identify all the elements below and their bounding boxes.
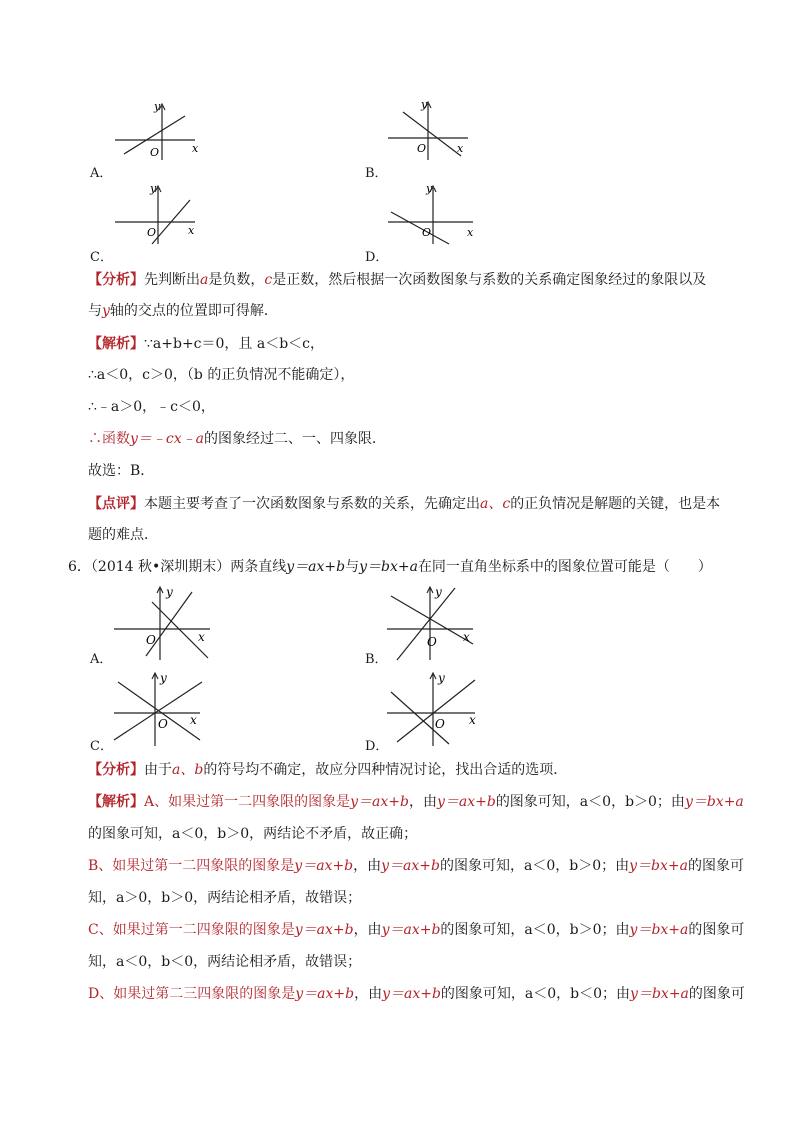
q6-stem: 6．（2014 秋•深圳期末）两条直线y＝ax+b与y＝bx+a在同一直角坐标系中的图象位置可能是（ ） xyxy=(68,559,712,575)
q6-option-a[interactable]: A． xyxy=(90,652,113,667)
q5-solution-line5: 故选：B． xyxy=(88,463,155,479)
q5-comment-line2: 题的难点． xyxy=(88,527,158,543)
origin-label: O xyxy=(158,717,168,731)
q5-graph-a xyxy=(110,98,210,162)
q6-solution-d-line1: D、如果过第二三四象限的图象是y＝ax+b，由y＝ax+b的图象可知，a＜0，b＜0；由y＝bx+a的图象可 xyxy=(88,986,745,1002)
q6-solution-b-line1: B、如果过第一二四象限的图象是y＝ax+b，由y＝ax+b的图象可知，a＜0，b＞0；由y＝bx+a的图象可 xyxy=(88,858,744,874)
axis-x-label: x xyxy=(467,226,474,239)
origin-label: O xyxy=(150,146,160,159)
axis-x-label: x xyxy=(188,224,195,237)
q6-solution-b-line2: 知，a＞0，b＞0，两结论相矛盾，故错误； xyxy=(88,890,362,906)
q5-solution-line2: ∴a＜0，c＞0，（b 的正负情况不能确定）， xyxy=(88,367,355,383)
axis-y-label: y xyxy=(426,182,433,195)
q5-comment-line1: 【点评】本题主要考查了一次函数图象与系数的关系，先确定出a、c的正负情况是解题的关键，也是本 xyxy=(88,496,721,512)
q6-analysis: 【分析】由于a、b的符号均不确定，故应分四种情况讨论，找出合适的选项． xyxy=(88,762,568,778)
q6-graph-b xyxy=(383,582,493,662)
q5-analysis-line2: 与y轴的交点的位置即可得解． xyxy=(88,303,278,319)
q6-solution-c-line1: C、如果过第一二四象限的图象是y＝ax+b，由y＝ax+b的图象可知，a＜0，b＞0；由y＝bx+a的图象可 xyxy=(88,922,745,938)
q5-graph-b xyxy=(383,98,483,162)
q5-option-c[interactable]: C． xyxy=(90,250,113,265)
axis-y-label: y xyxy=(166,585,173,599)
q6-option-d[interactable]: D． xyxy=(365,739,389,754)
axis-x-label: x xyxy=(463,630,470,644)
q5-option-a[interactable]: A． xyxy=(90,166,113,181)
q5-solution-line4: ∴函数y＝﹣cx﹣a的图象经过二、一、四象限． xyxy=(88,431,386,447)
axis-y-label: y xyxy=(421,98,428,111)
q6-solution-a-line1: 【解析】A、如果过第一二四象限的图象是y＝ax+b，由y＝ax+b的图象可知，a＜0，b＞0；由y＝bx+a xyxy=(88,794,744,810)
q6-graph-a xyxy=(110,582,220,662)
q6-solution-c-line2: 知，a＜0，b＜0，两结论相矛盾，故错误； xyxy=(88,954,362,970)
axis-x-label: x xyxy=(198,630,205,644)
q6-graph-d xyxy=(383,668,493,748)
q6-solution-a-line2: 的图象可知，a＜0，b＞0，两结论不矛盾，故正确； xyxy=(88,826,418,842)
q5-analysis-line1: 【分析】先判断出a是负数，c是正数，然后根据一次函数图象与系数的关系确定图象经过的象限以及 xyxy=(88,272,707,288)
origin-label: O xyxy=(422,226,432,239)
axis-x-label: x xyxy=(192,142,199,155)
q6-option-c[interactable]: C． xyxy=(90,739,113,754)
origin-label: O xyxy=(427,635,437,649)
axis-y-label: y xyxy=(160,671,167,685)
q5-option-b[interactable]: B． xyxy=(365,166,388,181)
axis-y-label: y xyxy=(435,585,442,599)
origin-label: O xyxy=(147,226,157,239)
origin-label: O xyxy=(435,717,445,731)
q5-graph-d xyxy=(383,182,483,246)
axis-x-label: x xyxy=(190,713,197,727)
q5-graph-c xyxy=(110,182,210,246)
q5-solution-line1: 【解析】∵a+b+c＝0，且 a＜b＜c， xyxy=(88,336,325,352)
q5-option-d[interactable]: D． xyxy=(365,250,389,265)
axis-y-label: y xyxy=(154,100,161,113)
q5-solution-line3: ∴﹣a＞0，﹣c＜0， xyxy=(88,399,215,415)
axis-x-label: x xyxy=(469,713,476,727)
axis-x-label: x xyxy=(457,142,464,155)
origin-label: O xyxy=(146,633,156,647)
axis-y-label: y xyxy=(438,671,445,685)
axis-y-label: y xyxy=(150,182,157,195)
q6-option-b[interactable]: B． xyxy=(365,652,388,667)
q6-graph-c xyxy=(110,668,220,748)
origin-label: O xyxy=(417,142,427,155)
